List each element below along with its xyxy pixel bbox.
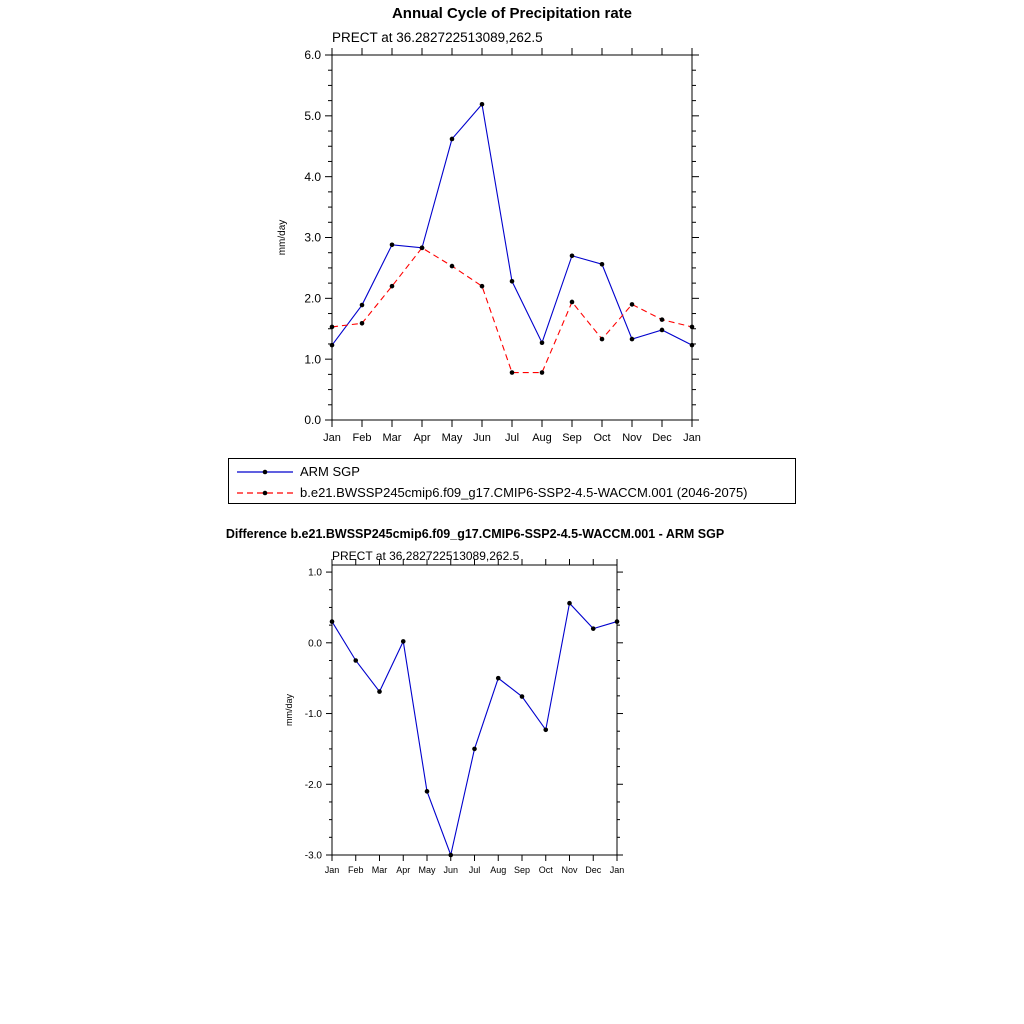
svg-text:Feb: Feb bbox=[347, 865, 364, 875]
legend-entry-model bbox=[235, 482, 795, 503]
svg-text:Aug: Aug bbox=[532, 432, 552, 444]
svg-text:Jun: Jun bbox=[473, 432, 491, 444]
legend-line-sample-dashed-icon bbox=[235, 487, 295, 499]
svg-text:Aug: Aug bbox=[490, 865, 507, 875]
svg-text:Jan: Jan bbox=[323, 432, 341, 444]
svg-text:Nov: Nov bbox=[561, 865, 578, 875]
legend-label: b.e21.BWSSP245cmip6.f09_g17.CMIP6-SSP2-4.5-WACCM.001 (2046-2075) bbox=[300, 485, 748, 500]
svg-text:6.0: 6.0 bbox=[304, 48, 321, 63]
svg-text:Dec: Dec bbox=[652, 432, 672, 444]
svg-text:-3.0: -3.0 bbox=[304, 850, 322, 862]
svg-text:Jul: Jul bbox=[468, 865, 481, 875]
svg-text:1.0: 1.0 bbox=[304, 352, 321, 367]
svg-text:0.0: 0.0 bbox=[308, 638, 322, 650]
svg-text:Sep: Sep bbox=[513, 865, 531, 875]
svg-text:Jan: Jan bbox=[683, 432, 701, 444]
svg-text:Dec: Dec bbox=[585, 865, 602, 875]
legend-line-sample-solid-icon bbox=[235, 466, 295, 478]
svg-text:-1.0: -1.0 bbox=[304, 709, 322, 721]
svg-text:mm/day: mm/day bbox=[284, 693, 294, 727]
svg-text:mm/day: mm/day bbox=[277, 219, 288, 256]
svg-text:5.0: 5.0 bbox=[304, 109, 321, 124]
svg-text:Mar: Mar bbox=[371, 865, 388, 875]
svg-text:May: May bbox=[441, 432, 463, 444]
svg-text:4.0: 4.0 bbox=[304, 169, 321, 184]
legend-label: ARM SGP bbox=[300, 464, 360, 479]
svg-text:Feb: Feb bbox=[352, 432, 372, 444]
svg-text:Mar: Mar bbox=[382, 432, 402, 444]
svg-text:Oct: Oct bbox=[593, 432, 611, 444]
svg-text:Jan: Jan bbox=[324, 865, 340, 875]
svg-text:Jun: Jun bbox=[443, 865, 459, 875]
bottom-chart-subtitle: PRECT at 36.282722513089,262.5 bbox=[332, 549, 520, 563]
svg-text:Nov: Nov bbox=[622, 432, 642, 444]
top-chart-subtitle: PRECT at 36.282722513089,262.5 bbox=[332, 30, 543, 45]
bottom-chart-title: Difference b.e21.BWSSP245cmip6.f09_g17.CMIP6-SSP2-4.5-WACCM.001 - ARM SGP bbox=[225, 527, 725, 541]
legend bbox=[228, 458, 796, 504]
top-chart-title: Annual Cycle of Precipitation rate bbox=[391, 5, 633, 22]
svg-text:Jan: Jan bbox=[609, 865, 625, 875]
svg-text:0.0: 0.0 bbox=[304, 413, 321, 428]
svg-text:Apr: Apr bbox=[396, 865, 411, 875]
svg-text:Apr: Apr bbox=[413, 432, 431, 444]
svg-text:2.0: 2.0 bbox=[304, 291, 321, 306]
legend-entry-arm-sgp bbox=[235, 461, 795, 482]
svg-text:May: May bbox=[418, 865, 436, 875]
svg-text:-2.0: -2.0 bbox=[304, 779, 322, 791]
svg-text:Sep: Sep bbox=[562, 432, 582, 444]
svg-text:3.0: 3.0 bbox=[304, 230, 321, 245]
svg-text:Jul: Jul bbox=[504, 432, 520, 444]
svg-text:Oct: Oct bbox=[538, 865, 553, 875]
svg-text:1.0: 1.0 bbox=[308, 567, 322, 579]
